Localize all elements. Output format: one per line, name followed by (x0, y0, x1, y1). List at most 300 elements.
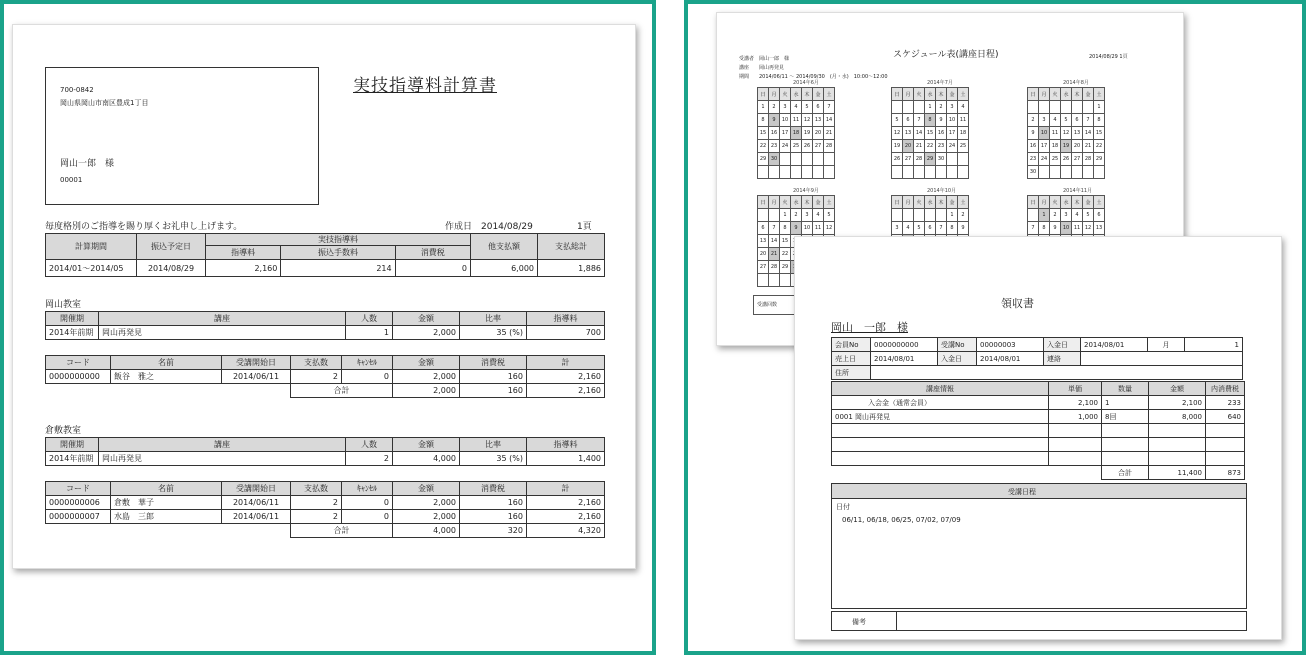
calendar-day (1028, 101, 1039, 114)
item-amount: 2,100 (1149, 396, 1206, 410)
course-header: 指導料 (527, 438, 605, 452)
calendar-day: 22 (925, 140, 936, 153)
calendar-day: 2 (1050, 209, 1061, 222)
calendar-day: 23 (936, 140, 947, 153)
calendar-weekday: 月 (769, 196, 780, 209)
table-row (832, 396, 1245, 410)
calendar-day: 15 (758, 127, 769, 140)
course-header: 講座 (99, 312, 346, 326)
calendar-day: 28 (824, 140, 835, 153)
student-cancel: 0 (342, 370, 393, 384)
calendar-day: 27 (813, 140, 824, 153)
calendar-day: 27 (903, 153, 914, 166)
calendar-weekday: 火 (1050, 196, 1061, 209)
student-code: 0000000000 (46, 370, 111, 384)
schedule-label: 日付 (836, 503, 850, 511)
calendar-weekday: 水 (791, 196, 802, 209)
recipient-name: 岡山一郎 様 (60, 159, 115, 169)
calendar-day: 4 (1050, 114, 1061, 127)
calendar-day: 20 (758, 248, 769, 261)
calendar-day: 6 (1072, 114, 1083, 127)
calendar-day: 8 (947, 222, 958, 235)
receipt-items-table (831, 381, 1245, 480)
course-cell: 4,000 (393, 452, 460, 466)
calendar-weekday: 土 (824, 196, 835, 209)
calendar-weekday: 月 (903, 196, 914, 209)
calendar-day: 24 (1039, 153, 1050, 166)
student-start-date: 2014/06/11 (222, 510, 291, 524)
calendar-weekday: 水 (791, 88, 802, 101)
empty-cell (1102, 452, 1149, 466)
course-header: 開催期 (46, 312, 99, 326)
calendar-day: 28 (1083, 153, 1094, 166)
class2-student-table (45, 481, 605, 538)
calendar-day (958, 153, 969, 166)
student-name: 倉敷 華子 (111, 496, 222, 510)
calendar-day: 5 (1061, 114, 1072, 127)
receipt-title: 領収書 (1001, 297, 1034, 310)
calendar-day: 28 (914, 153, 925, 166)
receipt-info-table (831, 337, 1243, 380)
calendar-day (1050, 166, 1061, 179)
issue-date: 作成日 2014/08/29 (445, 222, 533, 232)
student-start-date: 2014/06/11 (222, 370, 291, 384)
calendar-day: 2 (1028, 114, 1039, 127)
calendar-day: 3 (1061, 209, 1072, 222)
calendar-weekday: 水 (925, 196, 936, 209)
schedule-title: スケジュール表(講座日程) (893, 50, 999, 60)
calendar-day: 24 (780, 140, 791, 153)
calendar-month-label: 2014年11月 (1063, 188, 1093, 194)
calendar-day: 14 (914, 127, 925, 140)
info-value: 月 (1148, 338, 1185, 352)
item-name: 0001 岡山再発見 (832, 410, 1049, 424)
calendar-day: 8 (1039, 222, 1050, 235)
calendar-day (824, 166, 835, 179)
calendar-day: 9 (1050, 222, 1061, 235)
header-other-payment: 他支払額 (471, 234, 538, 260)
total-tax: 160 (460, 384, 527, 398)
calendar-day: 13 (758, 235, 769, 248)
summary-total-payment: 1,886 (538, 260, 605, 277)
calendar-day: 30 (1028, 166, 1039, 179)
calendar-weekday: 火 (1050, 88, 1061, 101)
student-amount: 2,000 (393, 510, 460, 524)
student-header: コード (46, 482, 111, 496)
calendar-day: 27 (758, 261, 769, 274)
course-cell: 1 (346, 326, 393, 340)
calendar-day: 7 (1028, 222, 1039, 235)
student-paid-count: 2 (291, 370, 342, 384)
guidance-fee-statement (12, 24, 636, 569)
calendar-day: 2 (936, 101, 947, 114)
calendar-weekday: 金 (947, 88, 958, 101)
table-row (832, 410, 1245, 424)
calendar-day: 5 (802, 101, 813, 114)
calendar-day: 7 (914, 114, 925, 127)
info-blank (871, 366, 1243, 380)
header-period: 計算期間 (46, 234, 137, 260)
info-label: 売上日 (832, 352, 871, 366)
calendar-weekday: 金 (1083, 88, 1094, 101)
calendar-day: 3 (780, 101, 791, 114)
calendar-weekday: 火 (914, 196, 925, 209)
calendar-day: 14 (824, 114, 835, 127)
course-header: 金額 (393, 312, 460, 326)
calendar-month-label: 2014年7月 (927, 80, 953, 86)
calendar-day (914, 101, 925, 114)
calendar-day: 4 (958, 101, 969, 114)
item-header: 単価 (1049, 382, 1102, 396)
course-cell: 700 (527, 326, 605, 340)
calendar-weekday: 火 (780, 196, 791, 209)
summary-guidance-fee: 2,160 (206, 260, 281, 277)
calendar-day: 23 (769, 140, 780, 153)
calendar-day: 4 (1072, 209, 1083, 222)
course-cell: 35 (%) (460, 452, 527, 466)
calendar-day: 7 (1083, 114, 1094, 127)
calendar-day: 20 (813, 127, 824, 140)
calendar-day (958, 166, 969, 179)
calendar-day (936, 166, 947, 179)
calendar-day: 30 (936, 153, 947, 166)
info-value: 0000000000 (871, 338, 938, 352)
calendar-day: 15 (780, 235, 791, 248)
info-label: 連絡 (1044, 352, 1081, 366)
schedule-footer-box (753, 295, 795, 315)
calendar-weekday: 木 (802, 196, 813, 209)
calendar-weekday: 木 (936, 196, 947, 209)
student-name: 水島 三郎 (111, 510, 222, 524)
calendar-day: 7 (769, 222, 780, 235)
calendar-day (758, 274, 769, 287)
calendar-day (1039, 101, 1050, 114)
calendar-day: 9 (936, 114, 947, 127)
student-header: 金額 (393, 482, 460, 496)
student-amount: 2,000 (393, 370, 460, 384)
calendar-day: 26 (1061, 153, 1072, 166)
student-total: 2,160 (527, 496, 605, 510)
student-header: 消費税 (460, 356, 527, 370)
summary-transfer-date: 2014/08/29 (137, 260, 206, 277)
course-header: 人数 (346, 312, 393, 326)
calendar-day (824, 153, 835, 166)
calendar-day: 13 (903, 127, 914, 140)
calendar-day: 13 (1072, 127, 1083, 140)
student-cancel: 0 (342, 510, 393, 524)
course-header: 指導料 (527, 312, 605, 326)
calendar-day: 8 (1094, 114, 1105, 127)
calendar-day (892, 101, 903, 114)
calendar-weekday: 土 (824, 88, 835, 101)
student-header: 受講開始日 (222, 482, 291, 496)
receipt-customer: 岡山 一郎 様 (831, 321, 908, 334)
item-header: 講座情報 (832, 382, 1049, 396)
blank-cell (832, 466, 1102, 480)
calendar-day: 9 (958, 222, 969, 235)
empty-cell (1206, 438, 1245, 452)
course-cell: 岡山再発見 (99, 452, 346, 466)
calendar-day: 6 (813, 101, 824, 114)
calendar-day: 24 (947, 140, 958, 153)
calendar-day: 18 (791, 127, 802, 140)
calendar-day: 4 (791, 101, 802, 114)
calendar-day: 11 (813, 222, 824, 235)
calendar-day: 6 (903, 114, 914, 127)
item-amount: 8,000 (1149, 410, 1206, 424)
calendar-day (1061, 101, 1072, 114)
calendar-day: 12 (802, 114, 813, 127)
header-transfer-fee: 振込手数料 (281, 246, 395, 260)
calendar-day (903, 101, 914, 114)
student-amount: 2,000 (393, 496, 460, 510)
total-label: 合計 (291, 524, 393, 538)
student-start-date: 2014/06/11 (222, 496, 291, 510)
calendar-weekday: 日 (758, 88, 769, 101)
calendar-day: 1 (1039, 209, 1050, 222)
calendar-day: 8 (780, 222, 791, 235)
receipt-schedule-header (832, 484, 1246, 499)
calendar-weekday: 水 (1061, 88, 1072, 101)
header-total-payment: 支払総計 (538, 234, 605, 260)
calendar-day: 4 (903, 222, 914, 235)
calendar-day: 25 (791, 140, 802, 153)
calendar-day: 21 (914, 140, 925, 153)
total-row (46, 524, 605, 538)
calendar-day: 9 (1028, 127, 1039, 140)
page-number: 1頁 (577, 222, 592, 232)
calendar-day: 21 (1083, 140, 1094, 153)
item-price: 1,000 (1049, 410, 1102, 424)
calendar-weekday: 月 (1039, 88, 1050, 101)
calendar-day (947, 166, 958, 179)
calendar-day (813, 166, 824, 179)
student-header: 金額 (393, 356, 460, 370)
calendar-weekday: 金 (813, 88, 824, 101)
calendar-day: 1 (925, 101, 936, 114)
calendar-day: 16 (769, 127, 780, 140)
empty-cell (1049, 438, 1102, 452)
calendar-day: 17 (1039, 140, 1050, 153)
info-label: 受講No (938, 338, 977, 352)
class2-name: 倉敷教室 (45, 426, 82, 436)
calendar-weekday: 木 (1072, 88, 1083, 101)
calendar-weekday: 土 (1094, 196, 1105, 209)
calendar-day (925, 209, 936, 222)
receipt-total-amount: 11,400 (1149, 466, 1206, 480)
calendar-day: 10 (947, 114, 958, 127)
calendar-day (914, 166, 925, 179)
calendar-day: 22 (1094, 140, 1105, 153)
course-header: 講座 (99, 438, 346, 452)
student-header: 名前 (111, 482, 222, 496)
calendar-day: 6 (925, 222, 936, 235)
calendar-day: 15 (925, 127, 936, 140)
calendar-day: 2 (769, 101, 780, 114)
table-row (46, 496, 605, 510)
calendar-day: 7 (824, 101, 835, 114)
student-header: 支払数 (291, 356, 342, 370)
calendar-day: 18 (958, 127, 969, 140)
calendar-day: 11 (958, 114, 969, 127)
calendar-day: 22 (758, 140, 769, 153)
calendar-day: 15 (1094, 127, 1105, 140)
student-paid-count: 2 (291, 510, 342, 524)
summary-table (45, 233, 605, 277)
total-label: 合計 (291, 384, 393, 398)
total-amount: 2,000 (393, 384, 460, 398)
summary-transfer-fee: 214 (281, 260, 395, 277)
receipt-total-label: 合計 (1102, 466, 1149, 480)
calendar-day: 29 (758, 153, 769, 166)
calendar-day: 21 (824, 127, 835, 140)
calendar-month (891, 87, 969, 179)
calendar-day: 1 (947, 209, 958, 222)
calendar-day: 16 (936, 127, 947, 140)
class1-course-table (45, 311, 605, 340)
calendar-day (892, 209, 903, 222)
recipient-id: 00001 (60, 176, 83, 184)
calendar-day (1039, 166, 1050, 179)
calendar-day: 8 (758, 114, 769, 127)
item-tax: 233 (1206, 396, 1245, 410)
calendar-day (947, 153, 958, 166)
calendar-weekday: 金 (813, 196, 824, 209)
calendar-day: 4 (813, 209, 824, 222)
student-name: 飯谷 雅之 (111, 370, 222, 384)
calendar-day: 23 (1028, 153, 1039, 166)
calendar-day: 10 (802, 222, 813, 235)
calendar-day (1094, 166, 1105, 179)
calendar-weekday: 火 (914, 88, 925, 101)
calendar-day: 1 (758, 101, 769, 114)
student-header: 名前 (111, 356, 222, 370)
calendar-day (791, 153, 802, 166)
info-blank (1081, 352, 1243, 366)
calendar-day: 18 (1050, 140, 1061, 153)
student-header: ｷｬﾝｾﾙ (342, 482, 393, 496)
calendar-day: 10 (1039, 127, 1050, 140)
calendar-day: 20 (903, 140, 914, 153)
summary-period: 2014/01～2014/05 (46, 260, 137, 277)
calendar-day (780, 153, 791, 166)
empty-cell (832, 452, 1049, 466)
calendar-day: 19 (802, 127, 813, 140)
empty-cell (1206, 424, 1245, 438)
calendar-day: 11 (1072, 222, 1083, 235)
calendar-weekday: 木 (936, 88, 947, 101)
empty-cell (1102, 424, 1149, 438)
total-row (46, 384, 605, 398)
calendar-weekday: 日 (892, 196, 903, 209)
calendar-day: 5 (1083, 209, 1094, 222)
table-row (46, 370, 605, 384)
postal-code: 700-0842 (60, 86, 94, 94)
calendar-weekday: 火 (780, 88, 791, 101)
header-consumption-tax: 消費税 (395, 246, 470, 260)
calendar-day: 3 (947, 101, 958, 114)
schedule-meta-3: 期間 2014/06/11 ～ 2014/09/30 (月・水) 10:00～12:00 (739, 74, 888, 80)
student-total: 2,160 (527, 370, 605, 384)
calendar-day: 30 (769, 153, 780, 166)
course-header: 開催期 (46, 438, 99, 452)
calendar-weekday: 水 (1061, 196, 1072, 209)
schedule-footer: 受講回数 (757, 302, 778, 308)
item-name: 入会金（通常会員） (832, 396, 1049, 410)
calendar-weekday: 月 (769, 88, 780, 101)
calendar-day: 29 (1094, 153, 1105, 166)
info-value: 1 (1185, 338, 1243, 352)
info-value: 2014/08/01 (871, 352, 938, 366)
calendar-day (1061, 166, 1072, 179)
summary-other-payment: 6,000 (471, 260, 538, 277)
calendar-day: 25 (1050, 153, 1061, 166)
calendar-day (802, 166, 813, 179)
empty-cell (1149, 438, 1206, 452)
schedule-header-text: 受講日程 (1008, 488, 1036, 496)
calendar-day: 25 (958, 140, 969, 153)
summary-consumption-tax: 0 (395, 260, 470, 277)
info-value: 00000003 (977, 338, 1044, 352)
student-code: 0000000006 (46, 496, 111, 510)
receipt-total-tax: 873 (1206, 466, 1245, 480)
item-price: 2,100 (1049, 396, 1102, 410)
calendar-month (1027, 87, 1105, 179)
course-header: 金額 (393, 438, 460, 452)
course-header: 比率 (460, 438, 527, 452)
calendar-month (757, 87, 835, 179)
calendar-day (1083, 166, 1094, 179)
calendar-day: 19 (892, 140, 903, 153)
document-title: 実技指導料計算書 (353, 76, 497, 96)
calendar-day: 17 (947, 127, 958, 140)
calendar-day: 12 (824, 222, 835, 235)
calendar-weekday: 日 (892, 88, 903, 101)
header-guidance-group: 実技指導料 (206, 234, 471, 246)
address-box (45, 67, 319, 205)
calendar-day: 6 (1094, 209, 1105, 222)
course-cell: 2,000 (393, 326, 460, 340)
calendar-day: 5 (892, 114, 903, 127)
calendar-weekday: 木 (802, 88, 813, 101)
calendar-day: 12 (892, 127, 903, 140)
calendar-day (892, 166, 903, 179)
calendar-day: 13 (1094, 222, 1105, 235)
course-header: 人数 (346, 438, 393, 452)
calendar-month-label: 2014年10月 (927, 188, 957, 194)
student-header: 支払数 (291, 482, 342, 496)
calendar-weekday: 金 (1083, 196, 1094, 209)
item-qty: 8回 (1102, 410, 1149, 424)
calendar-day: 29 (925, 153, 936, 166)
table-row (46, 510, 605, 524)
student-tax: 160 (460, 510, 527, 524)
remarks-label: 備考 (852, 618, 866, 626)
empty-cell (1049, 424, 1102, 438)
calendar-day (780, 274, 791, 287)
calendar-day: 14 (1083, 127, 1094, 140)
calendar-day: 14 (769, 235, 780, 248)
calendar-day: 2 (958, 209, 969, 222)
empty-cell (1049, 452, 1102, 466)
calendar-day: 26 (802, 140, 813, 153)
calendar-day (903, 209, 914, 222)
calendar-day: 11 (791, 114, 802, 127)
calendar-day: 3 (802, 209, 813, 222)
empty-cell (1149, 424, 1206, 438)
info-label: 会員No (832, 338, 871, 352)
empty-cell (1149, 452, 1206, 466)
